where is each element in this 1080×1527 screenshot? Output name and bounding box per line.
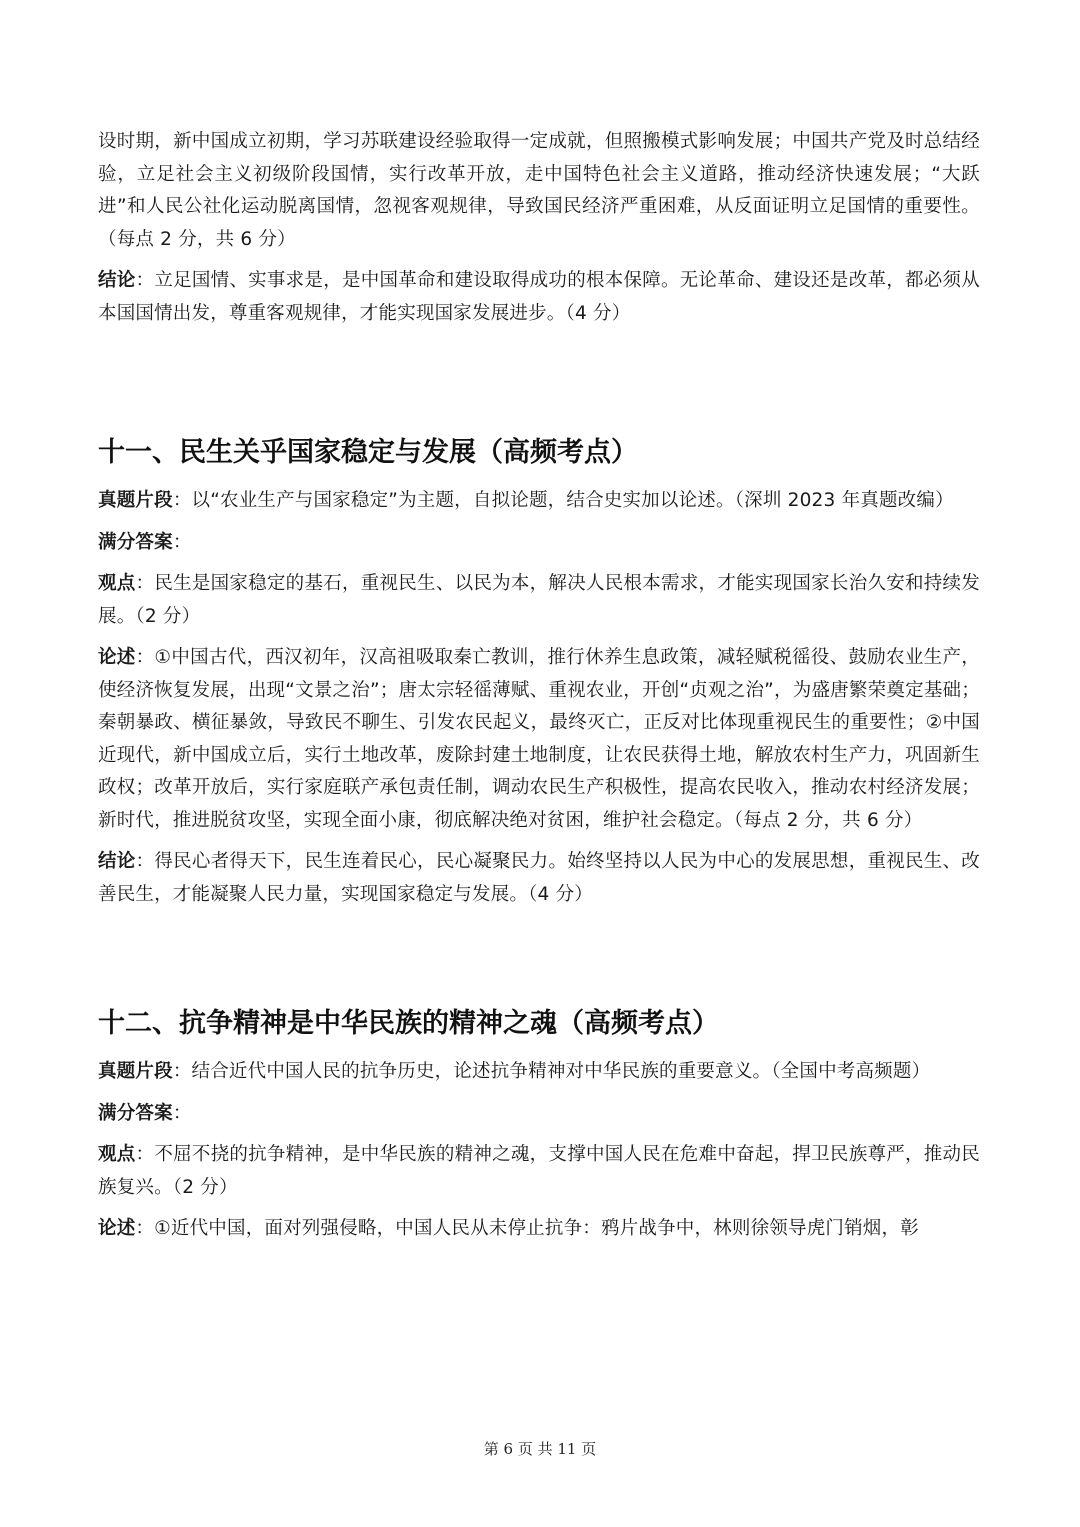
question-text: ：以“农业生产与国家稳定”为主题，自拟论题，结合史实加以论述。（深圳 2023 年真题改编） — [172, 490, 954, 511]
viewpoint-label: 观点 — [98, 1144, 136, 1165]
page-footer: 第 6 页 共 11 页 — [483, 1440, 597, 1458]
answer-colon: ： — [172, 1102, 192, 1124]
section-12-argument — [98, 1213, 980, 1246]
question-label: 真题片段 — [98, 490, 173, 511]
viewpoint-text: ：不屈不挠的抗争精神，是中华民族的精神之魂，支撑中国人民在危难中奋起，捍卫民族尊严，推动民族复兴。（2 分） — [98, 1144, 980, 1198]
section-12-answer-heading — [98, 1098, 980, 1131]
conclusion-label: 结论 — [98, 270, 136, 291]
conclusion-label: 结论 — [98, 851, 136, 872]
section-12-heading: 十二、抗争精神是中华民族的精神之魂（高频考点） — [98, 1008, 719, 1039]
argument-text: ：①中国古代，西汉初年，汉高祖吸取秦亡教训，推行休养生息政策，减轻赋税徭役、鼓励农业生产，使经济恢复发展，出现“文景之治”；唐太宗轻徭薄赋、重视农业，开创“贞观之治”，为盛唐繁荣奠定基础；秦朝暴政、横征暴敛，导致民不聊生、引发农民起义，最终灭亡，正反对比体现重视民生的重要性；②中国近现代，新中国成立后，实行土地改革，废除封建土地制度，让农民获得土地，解放农村生产力，巩固新生政权；改革开放后，实行家庭联产承包责任制，调动农民生产积极性，提高农民收入，推动农村经济发展；新时代，推进脱贫攻坚，实现全面小康，彻底解决绝对贫困，维护社会稳定。（每点 2 分，共 6 分） — [98, 647, 980, 831]
question-label: 真题片段 — [98, 1061, 173, 1082]
conclusion-text: ：立足国情、实事求是，是中国革命和建设取得成功的根本保障。无论革命、建设还是改革，都必须从本国国情出发，尊重客观规律，才能实现国家发展进步。（4 分） — [98, 270, 980, 324]
carry-over-paragraph: 设时期，新中国成立初期，学习苏联建设经验取得一定成就，但照搬模式影响发展；中国共产党及时总结经验，立足社会主义初级阶段国情，实行改革开放，走中国特色社会主义道路，推动经济快速发展；“大跃进”和人民公社化运动脱离国情，忽视客观规律，导致国民经济严重困难，从反面证明立足国情的重要性。（每点 2 分，共 6 分） — [98, 131, 980, 250]
answer-label: 满分答案 — [98, 531, 173, 553]
section-11-answer-heading — [98, 527, 980, 560]
section-11-question — [98, 485, 980, 518]
carry-over-conclusion — [98, 265, 980, 330]
argument-label: 论述 — [98, 647, 136, 668]
conclusion-text: ：得民心者得天下，民生连着民心，民心凝聚民力。始终坚持以人民为中心的发展思想，重视民生、改善民生，才能凝聚人民力量，实现国家稳定与发展。（4 分） — [98, 851, 980, 905]
section-12-question — [98, 1056, 980, 1089]
page-content — [98, 126, 980, 1255]
section-11-viewpoint — [98, 568, 980, 633]
section-11-heading: 十一、民生关乎国家稳定与发展（高频考点） — [98, 437, 638, 468]
viewpoint-label: 观点 — [98, 573, 136, 594]
answer-colon: ： — [172, 531, 192, 553]
section-12-viewpoint — [98, 1139, 980, 1204]
answer-label: 满分答案 — [98, 1102, 173, 1124]
question-text: ：结合近代中国人民的抗争历史，论述抗争精神对中华民族的重要意义。（全国中考高频题） — [172, 1061, 931, 1082]
argument-label: 论述 — [98, 1218, 136, 1239]
section-11-argument — [98, 642, 980, 837]
viewpoint-text: ：民生是国家稳定的基石，重视民生、以民为本，解决人民根本需求，才能实现国家长治久安和持续发展。（2 分） — [98, 573, 980, 627]
argument-text: ：①近代中国，面对列强侵略，中国人民从未停止抗争：鸦片战争中，林则徐领导虎门销烟，彰 — [135, 1218, 919, 1239]
section-11-conclusion — [98, 846, 980, 911]
